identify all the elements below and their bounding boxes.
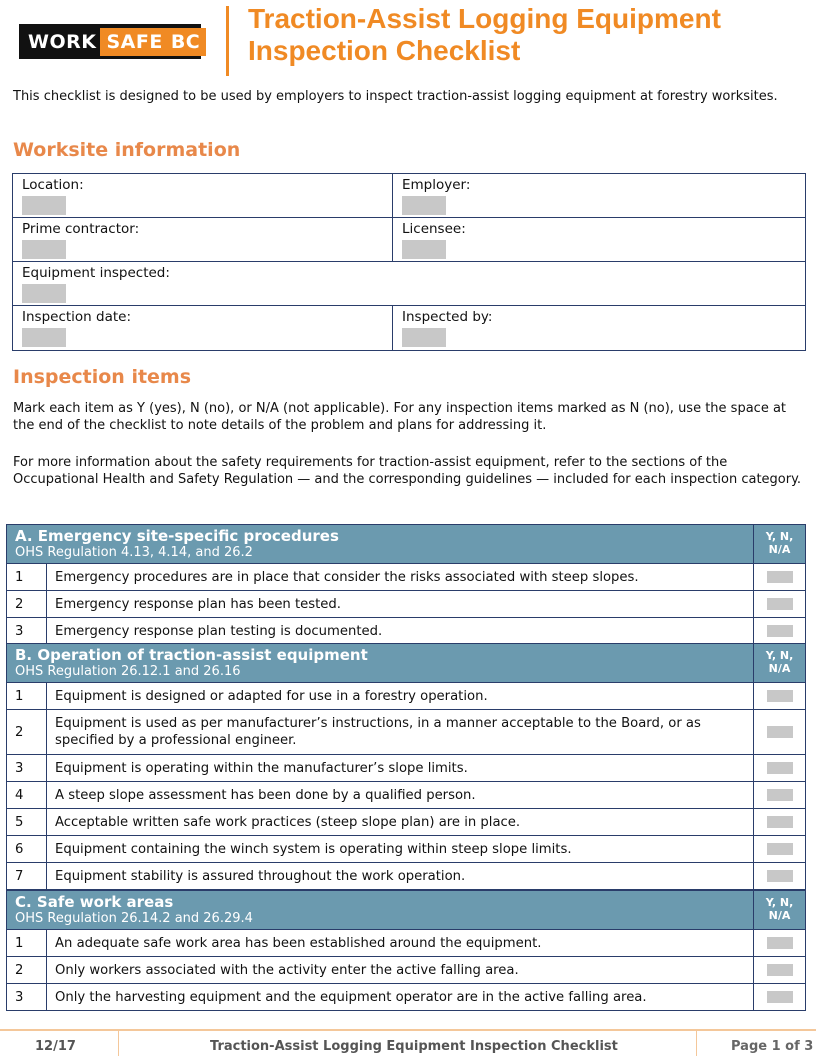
footer-divider [118, 1031, 119, 1056]
yn-input[interactable] [767, 789, 793, 801]
item-text: Emergency response plan has been tested. [47, 591, 754, 618]
item-text: Only the harvesting equipment and the equipment operator are in the active falling area. [47, 984, 754, 1011]
checklist-row [7, 710, 806, 755]
equipment-inspected-cell [13, 262, 805, 305]
yn-input[interactable] [767, 598, 793, 610]
category-a-header [7, 525, 754, 564]
logo-safe-text: SAFE [106, 30, 163, 53]
category-c-title: C. Safe work areas [15, 893, 174, 911]
page-title [248, 3, 808, 67]
employer-label: Employer: [402, 177, 471, 193]
logo-work-text: WORK [28, 30, 97, 53]
item-number: 1 [7, 564, 47, 591]
category-c-regulation: OHS Regulation 26.14.2 and 26.29.4 [15, 911, 253, 926]
item-text: An adequate safe work area has been established around the equipment. [47, 930, 754, 957]
worksite-row [13, 218, 805, 262]
yn-input[interactable] [767, 571, 793, 583]
item-text: Equipment stability is assured throughout the work operation. [47, 863, 754, 890]
inspection-instructions: Mark each item as Y (yes), N (no), or N/A (not applicable). For any inspection items marked as N (no), use the space at the end of the checklist to note details of the problem and plans for addressing it. [13, 401, 787, 433]
worksite-row [13, 262, 805, 306]
inspection-reference-note: For more information about the safety requirements for traction-assist equipment, refer to the sections of the Occupational Health and Safety Regulation — and the corresponding guidelines — included for each inspection category. [13, 455, 802, 487]
location-cell [13, 174, 393, 217]
logo-bc-text: BC [170, 30, 201, 53]
item-text: Equipment is operating within the manufacturer’s slope limits. [47, 755, 754, 782]
location-field[interactable] [22, 196, 66, 215]
item-number: 2 [7, 591, 47, 618]
yn-column-header: Y, N, N/A [754, 891, 806, 930]
checklist-row [7, 683, 806, 710]
prime-contractor-label: Prime contractor: [22, 221, 140, 237]
footer-divider [696, 1031, 697, 1056]
footer-rule [0, 1029, 816, 1031]
item-number: 6 [7, 836, 47, 863]
item-text: Emergency response plan testing is documented. [47, 618, 754, 645]
item-text: Only workers associated with the activity enter the active falling area. [47, 957, 754, 984]
header-divider [226, 6, 229, 76]
item-number: 3 [7, 984, 47, 1011]
yn-cell [754, 836, 806, 863]
yn-cell [754, 755, 806, 782]
inspected-by-label: Inspected by: [402, 309, 493, 325]
yn-input[interactable] [767, 625, 793, 637]
yn-cell [754, 683, 806, 710]
item-number: 1 [7, 683, 47, 710]
worksite-heading: Worksite information [13, 139, 241, 161]
checklist-row [7, 984, 806, 1011]
category-a-regulation: OHS Regulation 4.13, 4.14, and 26.2 [15, 545, 253, 560]
licensee-label: Licensee: [402, 221, 466, 237]
item-number: 3 [7, 618, 47, 645]
category-c-table [6, 890, 806, 1011]
checklist-row [7, 591, 806, 618]
worksafebc-logo [19, 24, 201, 59]
category-header-row [7, 525, 806, 564]
worksite-row [13, 306, 805, 350]
footer-title: Traction-Assist Logging Equipment Inspection Checklist [210, 1039, 618, 1054]
licensee-cell [393, 218, 805, 261]
yn-input[interactable] [767, 762, 793, 774]
yn-cell [754, 984, 806, 1011]
yn-cell [754, 564, 806, 591]
item-text: Emergency procedures are in place that consider the risks associated with steep slopes. [47, 564, 754, 591]
yn-input[interactable] [767, 843, 793, 855]
location-label: Location: [22, 177, 84, 193]
equipment-inspected-field[interactable] [22, 284, 66, 303]
yn-cell [754, 957, 806, 984]
worksite-table [12, 173, 806, 351]
yn-cell [754, 930, 806, 957]
inspection-date-label: Inspection date: [22, 309, 132, 325]
yn-input[interactable] [767, 726, 793, 738]
prime-contractor-field[interactable] [22, 240, 66, 259]
checklist-row [7, 564, 806, 591]
intro-text: This checklist is designed to be used by employers to inspect traction-assist logging equipment at forestry worksites. [13, 89, 778, 104]
checklist-row [7, 809, 806, 836]
category-a-title: A. Emergency site-specific procedures [15, 527, 339, 545]
yn-cell [754, 863, 806, 890]
page-title-line-2: Inspection Checklist [248, 35, 521, 66]
footer-page-number: Page 1 of 3 [731, 1039, 814, 1054]
item-number: 7 [7, 863, 47, 890]
category-b-regulation: OHS Regulation 26.12.1 and 26.16 [15, 664, 241, 679]
category-header-row [7, 891, 806, 930]
item-number: 5 [7, 809, 47, 836]
category-b-title: B. Operation of traction-assist equipment [15, 646, 368, 664]
category-c-header [7, 891, 754, 930]
item-text: Equipment containing the winch system is operating within steep slope limits. [47, 836, 754, 863]
yn-column-header: Y, N, N/A [754, 525, 806, 564]
item-text: Equipment is designed or adapted for use in a forestry operation. [47, 683, 754, 710]
footer-doc-code: 12/17 [35, 1039, 76, 1054]
equipment-inspected-label: Equipment inspected: [22, 265, 170, 281]
checklist-row [7, 782, 806, 809]
yn-input[interactable] [767, 937, 793, 949]
item-number: 4 [7, 782, 47, 809]
page-title-line-1: Traction-Assist Logging Equipment [248, 3, 721, 34]
item-text: Acceptable written safe work practices (steep slope plan) are in place. [47, 809, 754, 836]
category-a-table [6, 524, 806, 645]
checklist-row [7, 957, 806, 984]
inspected-by-cell [393, 306, 805, 350]
checklist-row [7, 755, 806, 782]
yn-input[interactable] [767, 816, 793, 828]
item-number: 2 [7, 957, 47, 984]
yn-input[interactable] [767, 991, 793, 1003]
worksite-row [13, 174, 805, 218]
employer-cell [393, 174, 805, 217]
inspected-by-field[interactable] [402, 328, 446, 347]
yn-cell [754, 782, 806, 809]
employer-field[interactable] [402, 196, 446, 215]
category-b-header [7, 644, 754, 683]
logo-safe-bc-block [100, 28, 206, 56]
yn-input[interactable] [767, 870, 793, 882]
checklist-row [7, 618, 806, 645]
yn-cell [754, 809, 806, 836]
licensee-field[interactable] [402, 240, 446, 259]
item-number: 2 [7, 710, 47, 755]
yn-input[interactable] [767, 964, 793, 976]
yn-cell [754, 710, 806, 755]
item-text: Equipment is used as per manufacturer’s instructions, in a manner acceptable to the Board, or as specified by a professional engineer. [47, 710, 754, 755]
item-number: 1 [7, 930, 47, 957]
checklist-row [7, 836, 806, 863]
category-header-row [7, 644, 806, 683]
category-b-table [6, 643, 806, 890]
yn-cell [754, 618, 806, 645]
inspection-heading: Inspection items [13, 366, 192, 388]
prime-contractor-cell [13, 218, 393, 261]
checklist-row [7, 863, 806, 890]
yn-cell [754, 591, 806, 618]
checklist-row [7, 930, 806, 957]
item-text: A steep slope assessment has been done by a qualified person. [47, 782, 754, 809]
item-number: 3 [7, 755, 47, 782]
inspection-date-field[interactable] [22, 328, 66, 347]
inspection-date-cell [13, 306, 393, 350]
yn-input[interactable] [767, 690, 793, 702]
yn-column-header: Y, N, N/A [754, 644, 806, 683]
